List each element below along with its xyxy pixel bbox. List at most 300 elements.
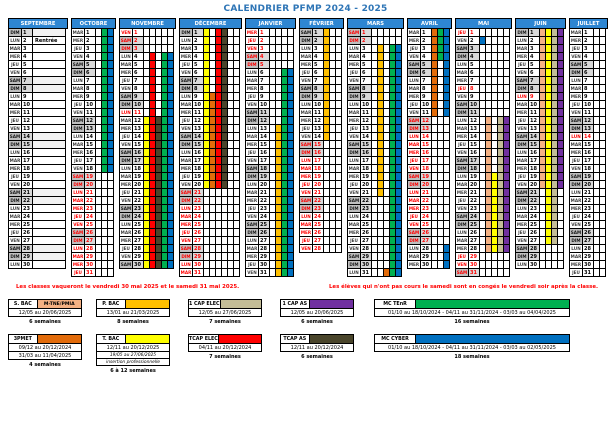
day-number: 8: [258, 84, 270, 93]
day-abbr: JEU: [8, 172, 22, 181]
day-number: 3: [132, 44, 144, 53]
day-number: 2: [132, 36, 144, 45]
day-number: 29: [420, 252, 432, 261]
day-abbr: VEN: [245, 156, 259, 165]
day-number: 16: [21, 148, 33, 157]
day-number: 1: [312, 28, 324, 37]
day-number: 7: [582, 76, 594, 85]
day-number: 10: [21, 100, 33, 109]
day-abbr: DIM: [245, 172, 259, 181]
day-abbr: DIM: [71, 236, 85, 245]
day-abbr: MER: [408, 150, 420, 155]
day-abbr: DIM: [347, 204, 361, 213]
legend-weeks: 4 semaines: [29, 362, 61, 368]
day-abbr: JEU: [8, 116, 22, 125]
day-abbr: LUN: [245, 124, 259, 133]
day-abbr: VEN: [71, 164, 85, 173]
day-number: 6: [132, 68, 144, 77]
day-abbr: JEU: [347, 180, 361, 189]
pfmp-bar-empty: [233, 268, 240, 277]
day-number: 24: [528, 212, 540, 221]
day-row: [407, 260, 452, 269]
day-number: 30: [582, 260, 594, 269]
day-abbr: DIM: [515, 196, 529, 205]
day-abbr: MAR: [72, 86, 84, 91]
day-number: 26: [132, 228, 144, 237]
day-abbr: VEN: [515, 124, 529, 133]
day-abbr: DIM: [71, 124, 85, 133]
day-abbr: LUN: [179, 204, 193, 213]
day-number: 25: [192, 220, 204, 229]
day-abbr: LUN: [179, 260, 193, 269]
day-number: 26: [420, 228, 432, 237]
day-number: 4: [528, 52, 540, 61]
day-abbr: VEN: [455, 148, 469, 157]
day-abbr: SAM: [120, 206, 132, 211]
day-abbr: LUN: [515, 36, 529, 45]
legend-color-swatch-tan: [220, 299, 262, 309]
day-number: 27: [528, 236, 540, 245]
day-number: 13: [132, 124, 144, 133]
day-number: 1: [258, 28, 270, 37]
month-octobre: [71, 18, 116, 277]
day-abbr: DIM: [515, 84, 529, 93]
day-number: 25: [582, 220, 594, 229]
day-abbr: MER: [456, 78, 468, 83]
day-abbr: MAR: [570, 142, 582, 147]
day-number: 4: [360, 52, 372, 61]
legend-class-label: MC CYBER: [374, 334, 416, 344]
day-abbr: SAM: [9, 190, 21, 195]
day-number: 9: [360, 92, 372, 101]
day-number: 14: [468, 132, 480, 141]
month-header-juillet: JUILLET: [569, 18, 608, 29]
day-abbr: MAR: [516, 214, 528, 219]
day-number: 16: [468, 148, 480, 157]
day-number: 13: [21, 124, 33, 133]
legend-dates: 12/05 au 27/06/2025: [188, 308, 262, 317]
day-number: 6: [582, 68, 594, 77]
pfmp-bar-blue: [167, 260, 174, 269]
day-number: 10: [312, 100, 324, 109]
day-abbr: DIM: [71, 180, 85, 189]
day-number: 3: [258, 44, 270, 53]
legend-header: [280, 334, 354, 344]
day-row: [569, 268, 608, 277]
day-abbr: JEU: [245, 148, 259, 157]
day-abbr: DIM: [179, 140, 193, 149]
day-number: 14: [84, 132, 96, 141]
day-abbr: JEU: [407, 212, 421, 221]
legend-class-label: P. BAC: [96, 299, 126, 309]
day-number: 31: [192, 268, 204, 277]
day-abbr: LUN: [407, 244, 421, 253]
day-number: 20: [582, 180, 594, 189]
day-abbr: VEN: [569, 220, 583, 229]
day-abbr: SAM: [72, 230, 84, 235]
day-number: 27: [360, 236, 372, 245]
day-abbr: JEU: [407, 44, 421, 53]
day-abbr: JEU: [179, 228, 193, 237]
day-abbr: DIM: [407, 68, 421, 77]
day-number: 19: [420, 172, 432, 181]
day-abbr: JEU: [179, 172, 193, 181]
day-number: 26: [582, 228, 594, 237]
day-number: 17: [360, 156, 372, 165]
day-abbr: DIM: [8, 84, 22, 93]
day-number: 29: [21, 252, 33, 261]
day-abbr: DIM: [299, 36, 313, 45]
day-abbr: LUN: [347, 212, 361, 221]
legend-s-bac: [8, 299, 82, 325]
day-number: 15: [582, 140, 594, 149]
day-abbr: VEN: [569, 164, 583, 173]
day-number: 9: [312, 92, 324, 101]
month-header-fevrier: FÉVRIER: [299, 18, 344, 29]
day-abbr: MER: [72, 38, 84, 43]
legend-p-bac: [96, 299, 170, 325]
legend-header: [96, 299, 170, 309]
day-abbr: JEU: [299, 124, 313, 133]
day-number: 11: [258, 108, 270, 117]
day-abbr: LUN: [71, 188, 85, 197]
day-abbr: SAM: [348, 86, 360, 91]
day-number: 21: [582, 188, 594, 197]
legend-color-swatch-peach: M-TNE/PMIA: [37, 299, 82, 309]
day-abbr: LUN: [455, 116, 469, 125]
day-abbr: SAM: [456, 158, 468, 163]
legend-t-bac: [96, 334, 170, 374]
day-number: 3: [84, 44, 96, 53]
legend-row-2: [8, 334, 611, 374]
calendar-grid: [0, 14, 611, 277]
day-number: 2: [420, 36, 432, 45]
legend-header: [280, 299, 354, 309]
day-abbr: LUN: [515, 148, 529, 157]
day-number: 11: [420, 108, 432, 117]
day-number: 4: [420, 52, 432, 61]
day-abbr: DIM: [455, 220, 469, 229]
day-number: 28: [21, 244, 33, 253]
day-number: 6: [360, 68, 372, 77]
day-number: 31: [582, 268, 594, 277]
month-header-mai: MAI: [455, 18, 512, 29]
day-abbr: MER: [246, 254, 258, 259]
day-number: 14: [192, 132, 204, 141]
day-number: 17: [312, 156, 324, 165]
day-abbr: DIM: [245, 60, 259, 69]
day-number: 24: [360, 212, 372, 221]
legend-color-swatch-blue: [415, 334, 570, 344]
day-abbr: LUN: [8, 260, 22, 269]
day-number: 12: [528, 116, 540, 125]
day-abbr: SAM: [348, 30, 360, 35]
day-abbr: MAR: [570, 198, 582, 203]
legend-weeks: 18 semaines: [454, 354, 490, 360]
legend-weeks: 6 à 12 semaines: [110, 368, 156, 374]
day-row: [71, 268, 116, 277]
day-abbr: DIM: [119, 100, 133, 109]
day-abbr: JEU: [179, 60, 193, 69]
day-abbr: VEN: [71, 108, 85, 117]
day-abbr: JEU: [179, 116, 193, 125]
pfmp-bar-blue: [107, 268, 114, 277]
day-number: 4: [582, 52, 594, 61]
day-number: 8: [132, 84, 144, 93]
day-abbr: VEN: [299, 76, 313, 85]
day-number: 12: [21, 116, 33, 125]
legend-class-label: MC TEnR: [374, 299, 416, 309]
day-abbr: VEN: [8, 236, 22, 245]
day-number: 5: [258, 60, 270, 69]
day-number: 9: [420, 92, 432, 101]
month-header-octobre: OCTOBRE: [71, 18, 116, 29]
day-abbr: LUN: [407, 188, 421, 197]
day-abbr: MER: [9, 54, 21, 59]
day-number: 29: [192, 252, 204, 261]
day-abbr: JEU: [407, 156, 421, 165]
day-abbr: LUN: [347, 100, 361, 109]
day-abbr: LUN: [569, 244, 583, 253]
day-abbr: MAR: [72, 142, 84, 147]
day-number: 13: [192, 124, 204, 133]
day-abbr: MER: [9, 222, 21, 227]
day-number: 21: [360, 188, 372, 197]
day-row: [245, 268, 296, 277]
day-number: 15: [132, 140, 144, 149]
day-number: 26: [21, 228, 33, 237]
day-abbr: MER: [516, 110, 528, 115]
day-number: 3: [360, 44, 372, 53]
legend-mc-cyber: [374, 334, 570, 360]
day-number: 31: [84, 268, 96, 277]
day-number: 21: [258, 188, 270, 197]
day-abbr: LUN: [569, 188, 583, 197]
day-abbr: LUN: [515, 92, 529, 101]
day-number: 30: [132, 260, 144, 269]
day-abbr: MER: [408, 38, 420, 43]
day-number: 29: [84, 252, 96, 261]
day-abbr: MER: [180, 110, 192, 115]
day-abbr: VEN: [119, 84, 133, 93]
day-number: 7: [420, 76, 432, 85]
day-number: 15: [312, 140, 324, 149]
day-abbr: JEU: [515, 228, 529, 237]
day-number: 2: [528, 36, 540, 45]
day-number: 22: [258, 196, 270, 205]
day-number: 5: [132, 60, 144, 69]
day-abbr: DIM: [179, 84, 193, 93]
day-abbr: MAR: [408, 254, 420, 259]
day-abbr: VEN: [245, 212, 259, 221]
day-number: 1: [192, 28, 204, 37]
day-number: 8: [528, 84, 540, 93]
legend-header: [8, 334, 82, 344]
day-abbr: JEU: [569, 100, 583, 109]
day-abbr: DIM: [569, 124, 583, 133]
day-number: 10: [468, 100, 480, 109]
day-abbr: VEN: [179, 124, 193, 133]
day-abbr: MER: [72, 206, 84, 211]
legend-weeks: 6 semaines: [301, 319, 333, 325]
legend-1-cap-elec: [188, 299, 262, 325]
day-abbr: JEU: [245, 92, 259, 101]
legend-class-label: 3PMET: [8, 334, 38, 344]
day-number: 25: [420, 220, 432, 229]
day-number: 28: [468, 244, 480, 253]
day-note: [32, 260, 66, 269]
day-abbr: LUN: [8, 204, 22, 213]
day-number: 27: [84, 236, 96, 245]
day-abbr: VEN: [347, 244, 361, 253]
day-number: 6: [528, 68, 540, 77]
day-abbr: DIM: [8, 196, 22, 205]
day-number: 7: [84, 76, 96, 85]
day-abbr: SAM: [180, 134, 192, 139]
legend-class-label: TCAP ELEC: [188, 334, 219, 344]
legend-color-swatch-green: [415, 299, 570, 309]
day-number: 29: [132, 252, 144, 261]
day-abbr: JEU: [515, 172, 529, 181]
day-number: 31: [468, 268, 480, 277]
day-abbr: LUN: [299, 212, 313, 221]
day-number: 23: [420, 204, 432, 213]
day-number: 20: [258, 180, 270, 189]
day-abbr: MAR: [300, 222, 312, 227]
day-number: 3: [21, 44, 33, 53]
day-abbr: MER: [180, 54, 192, 59]
day-abbr: LUN: [569, 76, 583, 85]
legend-header: [8, 299, 82, 309]
day-abbr: MER: [408, 94, 420, 99]
day-number: 15: [258, 140, 270, 149]
day-number: 13: [360, 124, 372, 133]
day-abbr: VEN: [569, 52, 583, 61]
day-number: 20: [468, 180, 480, 189]
day-abbr: MAR: [180, 214, 192, 219]
day-number: 2: [84, 36, 96, 45]
day-number: 30: [84, 260, 96, 269]
day-number: 21: [21, 188, 33, 197]
day-abbr: LUN: [455, 172, 469, 181]
day-abbr: DIM: [299, 148, 313, 157]
day-abbr: MAR: [120, 118, 132, 123]
day-number: 10: [582, 100, 594, 109]
day-abbr: LUN: [455, 60, 469, 69]
day-abbr: JEU: [71, 100, 85, 109]
legend-color-swatch-gold: [125, 299, 170, 309]
day-abbr: LUN: [347, 156, 361, 165]
day-abbr: MER: [120, 126, 132, 131]
day-abbr: VEN: [299, 132, 313, 141]
day-number: 17: [258, 156, 270, 165]
day-abbr: MER: [516, 54, 528, 59]
legend-color-swatch-purple: [309, 299, 354, 309]
day-abbr: JEU: [8, 228, 22, 237]
day-abbr: VEN: [71, 220, 85, 229]
day-number: 8: [360, 84, 372, 93]
day-number: 30: [21, 260, 33, 269]
day-number: 31: [360, 268, 372, 277]
day-abbr: MER: [9, 110, 21, 115]
day-number: 1: [132, 28, 144, 37]
day-abbr: MAR: [180, 46, 192, 51]
day-number: 9: [84, 92, 96, 101]
month-septembre: [8, 18, 68, 269]
day-number: 15: [192, 140, 204, 149]
day-abbr: DIM: [8, 28, 22, 37]
day-abbr: MAR: [456, 182, 468, 187]
day-number: 7: [192, 76, 204, 85]
day-abbr: MAR: [120, 62, 132, 67]
day-number: 6: [468, 68, 480, 77]
month-header-mars: MARS: [347, 18, 404, 29]
day-number: 2: [582, 36, 594, 45]
day-number: 23: [192, 204, 204, 213]
day-number: 30: [258, 260, 270, 269]
day-abbr: MAR: [300, 110, 312, 115]
legend-row-1: [8, 299, 611, 325]
day-abbr: MER: [300, 118, 312, 123]
day-number: 22: [360, 196, 372, 205]
day-number: 22: [420, 196, 432, 205]
legend-tcap-as: [280, 334, 354, 360]
day-abbr: MER: [300, 62, 312, 67]
day-abbr: MAR: [9, 214, 21, 219]
day-abbr: MER: [120, 238, 132, 243]
day-number: 20: [312, 180, 324, 189]
day-abbr: DIM: [347, 148, 361, 157]
day-abbr: VEN: [299, 188, 313, 197]
day-number: 12: [360, 116, 372, 125]
day-abbr: LUN: [407, 76, 421, 85]
legend-color-swatch-orange: [37, 334, 82, 344]
day-abbr: JEU: [245, 260, 259, 269]
day-number: 28: [132, 244, 144, 253]
day-number: 18: [84, 164, 96, 173]
day-number: 2: [312, 36, 324, 45]
day-abbr: SAM: [120, 38, 132, 43]
day-abbr: MAR: [120, 230, 132, 235]
day-number: 24: [192, 212, 204, 221]
day-abbr: LUN: [245, 236, 259, 245]
day-abbr: LUN: [347, 44, 361, 53]
day-abbr: JEU: [455, 196, 469, 205]
day-abbr: MAR: [456, 238, 468, 243]
day-number: 17: [132, 156, 144, 165]
day-abbr: MER: [348, 174, 360, 179]
day-number: 23: [312, 204, 324, 213]
day-number: 5: [420, 60, 432, 69]
day-number: 13: [84, 124, 96, 133]
day-abbr: DIM: [245, 116, 259, 125]
day-abbr: MAR: [246, 78, 258, 83]
day-number: 25: [312, 220, 324, 229]
day-row: [347, 268, 404, 277]
day-abbr: JEU: [119, 76, 133, 85]
day-abbr: MER: [72, 262, 84, 267]
day-abbr: VEN: [8, 180, 22, 189]
day-number: 17: [528, 156, 540, 165]
day-abbr: DIM: [299, 92, 313, 101]
day-abbr: MAR: [180, 102, 192, 107]
day-abbr: JEU: [347, 236, 361, 245]
day-number: 8: [21, 84, 33, 93]
day-number: 29: [582, 252, 594, 261]
day-abbr: VEN: [407, 52, 421, 61]
day-abbr: LUN: [119, 108, 133, 117]
day-number: 16: [132, 148, 144, 157]
